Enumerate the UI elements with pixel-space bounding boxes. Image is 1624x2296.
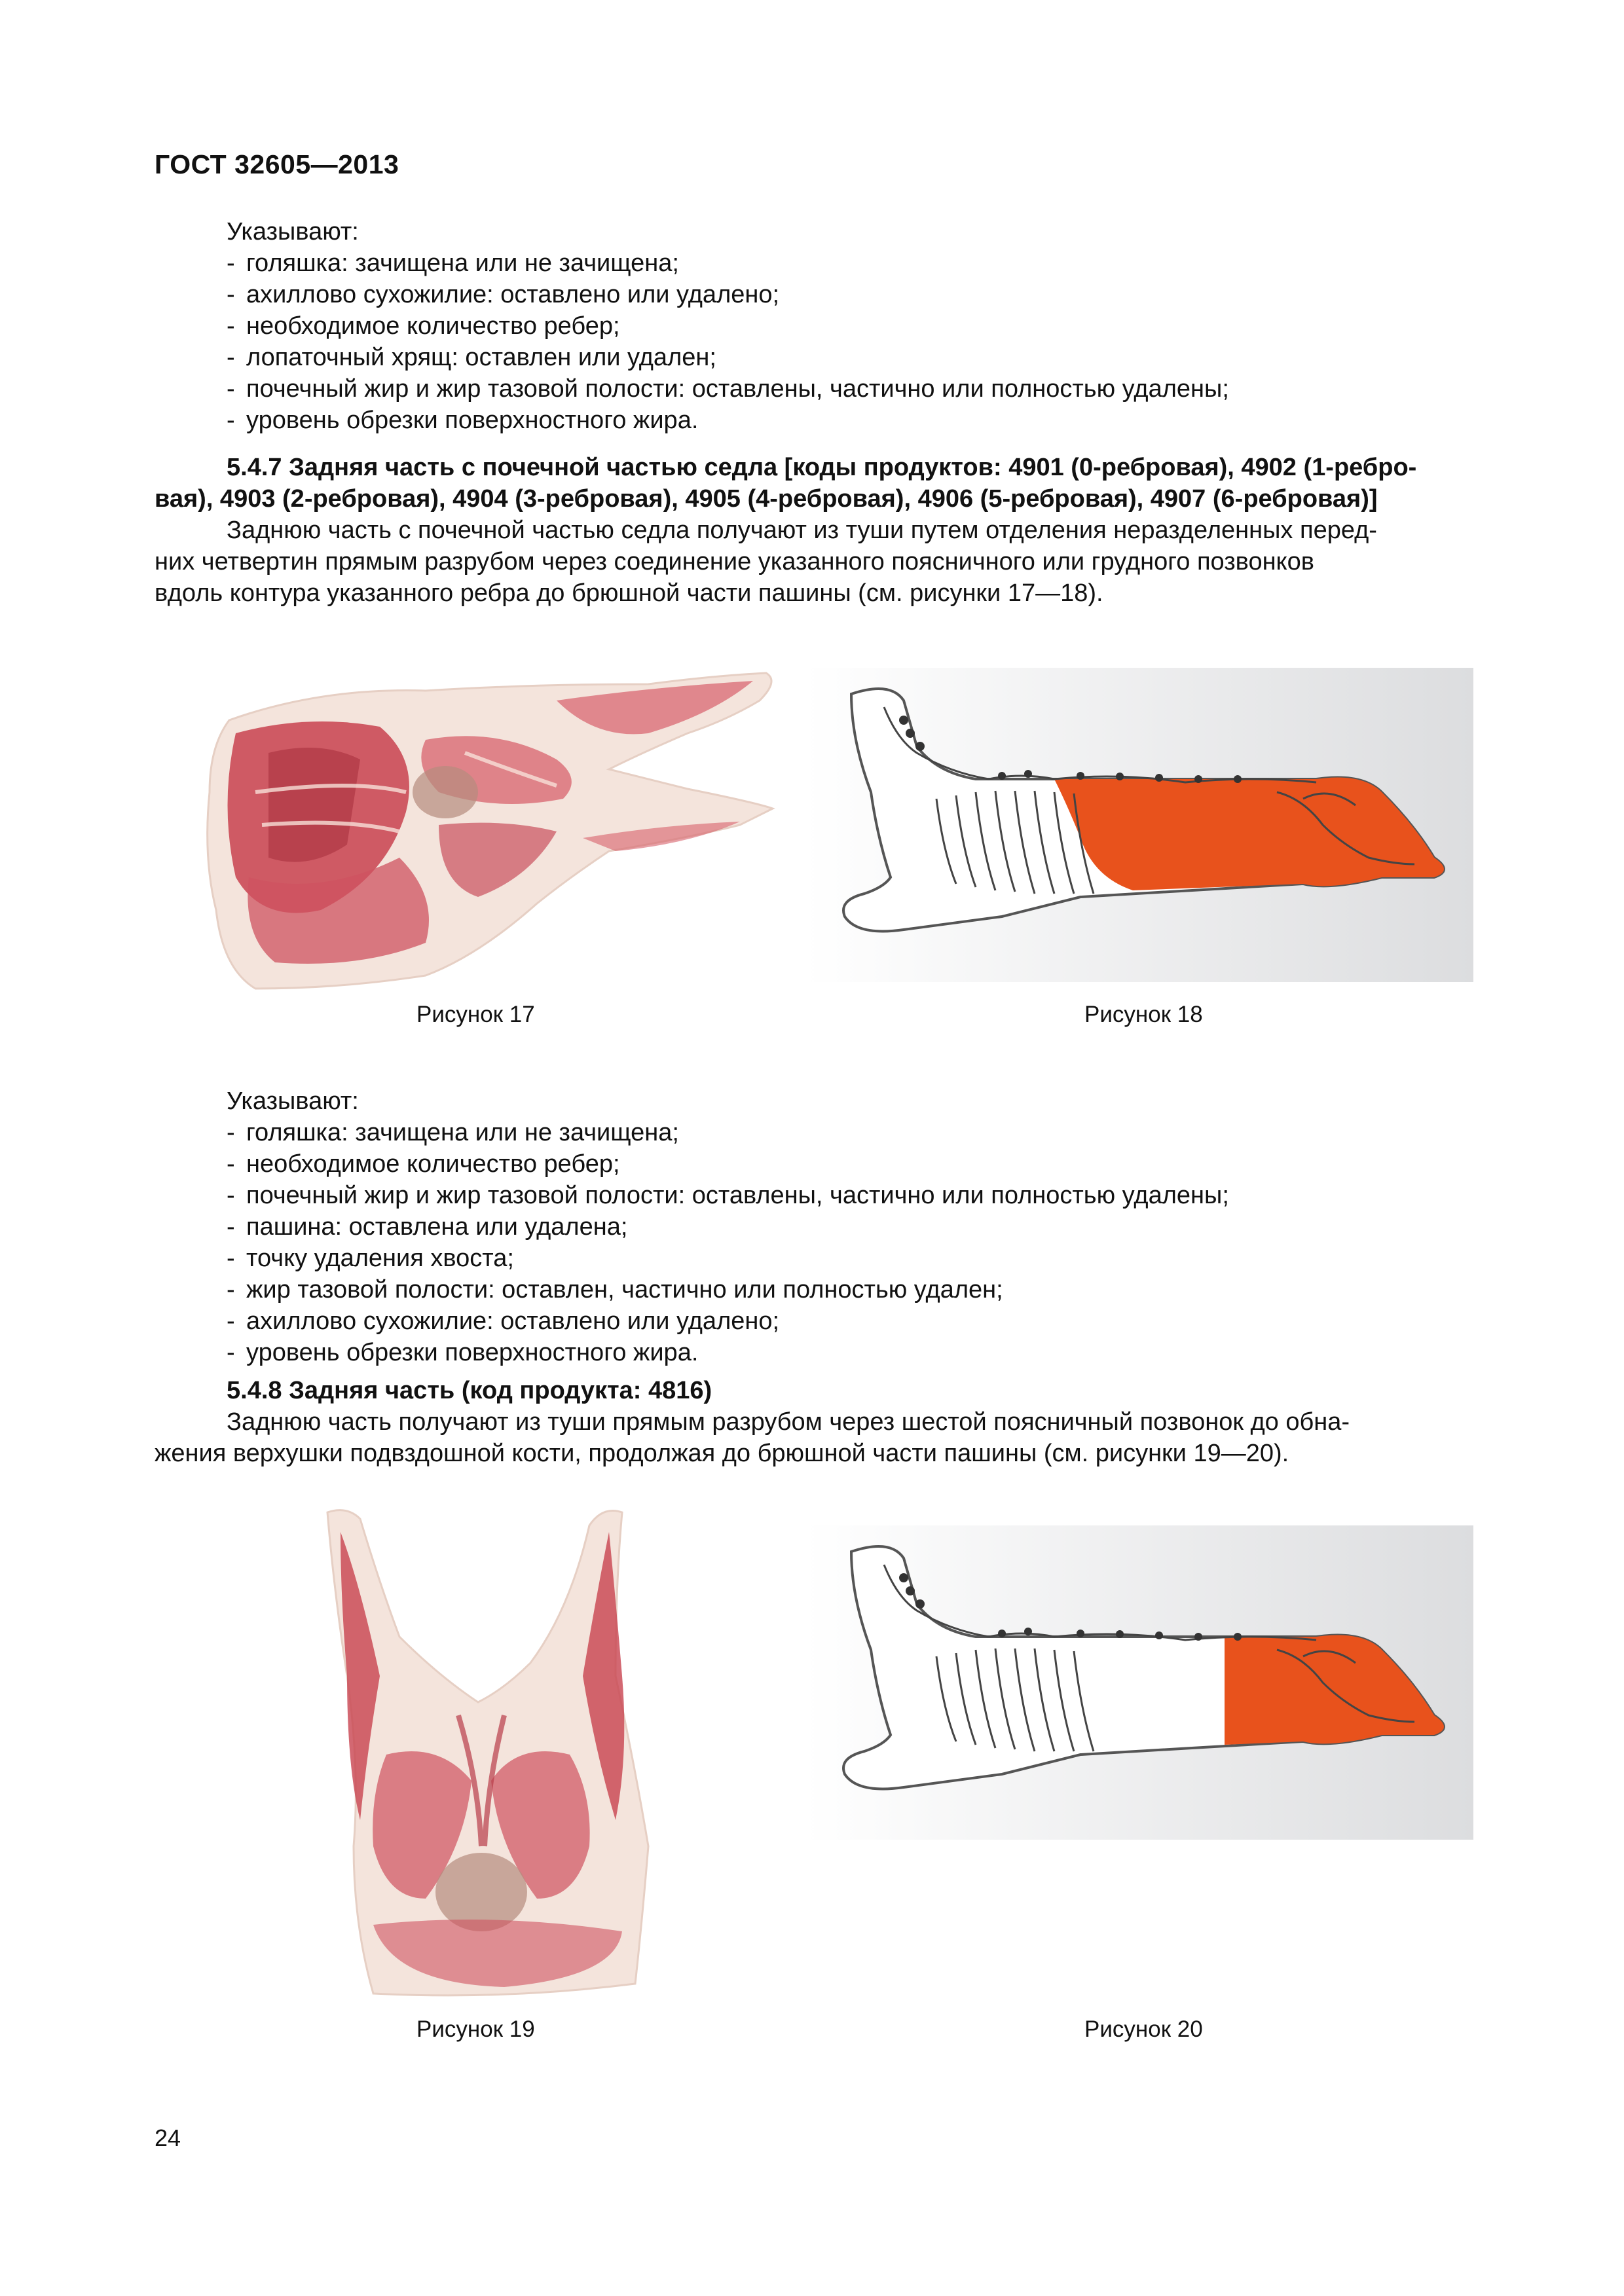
section-547-body-line2: них четвертин прямым разрубом через соединение указанного поясничного или грудного позвонков xyxy=(155,548,1314,575)
list-item: - лопаточный хрящ: оставлен или удален; xyxy=(227,344,716,371)
figure-20-caption: Рисунок 20 xyxy=(1084,2016,1203,2042)
section2-intro: Указывают: xyxy=(227,1087,359,1115)
section-548-heading: 5.4.8 Задняя часть (код продукта: 4816) xyxy=(227,1377,712,1404)
section1-intro: Указывают: xyxy=(227,218,359,246)
list-item: - ахиллово сухожилие: оставлено или удалено; xyxy=(227,281,780,308)
section-547 xyxy=(155,452,1477,609)
list-item: - уровень обрезки поверхностного жира. xyxy=(227,407,699,434)
figure-17-caption: Рисунок 17 xyxy=(416,1002,535,1027)
section-548-body-line2: жения верхушки подвздошной кости, продолжая до брюшной части пашины (см. рисунки 19—20). xyxy=(155,1440,1289,1467)
section-548-body-line1: Заднюю часть получают из туши прямым разрубом через шестой поясничный позвонок до обна- xyxy=(227,1408,1350,1436)
list-item: - почечный жир и жир тазовой полости: оставлены, частично или полностью удалены; xyxy=(227,1182,1229,1209)
list-item: - необходимое количество ребер; xyxy=(227,312,620,340)
list-item: - жир тазовой полости: оставлен, частично или полностью удален; xyxy=(227,1276,1003,1303)
list-item: - почечный жир и жир тазовой полости: оставлены, частично или полностью удалены; xyxy=(227,375,1229,403)
section-547-heading-line2: вая), 4903 (2-ребровая), 4904 (3-ребровая), 4905 (4-ребровая), 4906 (5-ребровая), 4907 (6-ребровая)] xyxy=(155,485,1378,513)
section-547-heading-line1: 5.4.7 Задняя часть с почечной частью седла [коды продуктов: 4901 (0-ребровая), 4902 (1-ребро- xyxy=(227,454,1417,481)
list-item: - голяшка: зачищена или не зачищена; xyxy=(227,1119,679,1146)
figure-18-diagram xyxy=(805,668,1473,982)
figure-18-caption: Рисунок 18 xyxy=(1084,1002,1203,1027)
list-item: - точку удаления хвоста; xyxy=(227,1245,514,1272)
figure-19-image xyxy=(308,1506,674,2003)
section-547-body-line1: Заднюю часть с почечной частью седла получают из туши путем отделения неразделенных перед- xyxy=(227,517,1377,544)
list-item: - голяшка: зачищена или не зачищена; xyxy=(227,249,679,277)
figure-17-image xyxy=(190,661,792,995)
figure-19-caption: Рисунок 19 xyxy=(416,2016,535,2042)
list-item: - уровень обрезки поверхностного жира. xyxy=(227,1339,699,1366)
figure-20-diagram xyxy=(805,1525,1473,1840)
section-548 xyxy=(155,1375,1477,1469)
section2-list xyxy=(155,1085,1477,1368)
page-number: 24 xyxy=(155,2124,181,2151)
section1-list xyxy=(155,216,1477,436)
list-item: - ахиллово сухожилие: оставлено или удалено; xyxy=(227,1307,780,1335)
document-header: ГОСТ 32605—2013 xyxy=(155,149,399,179)
list-item: - пашина: оставлена или удалена; xyxy=(227,1213,628,1241)
list-item: - необходимое количество ребер; xyxy=(227,1150,620,1178)
section-547-body-line3: вдоль контура указанного ребра до брюшной части пашины (см. рисунки 17—18). xyxy=(155,579,1103,607)
